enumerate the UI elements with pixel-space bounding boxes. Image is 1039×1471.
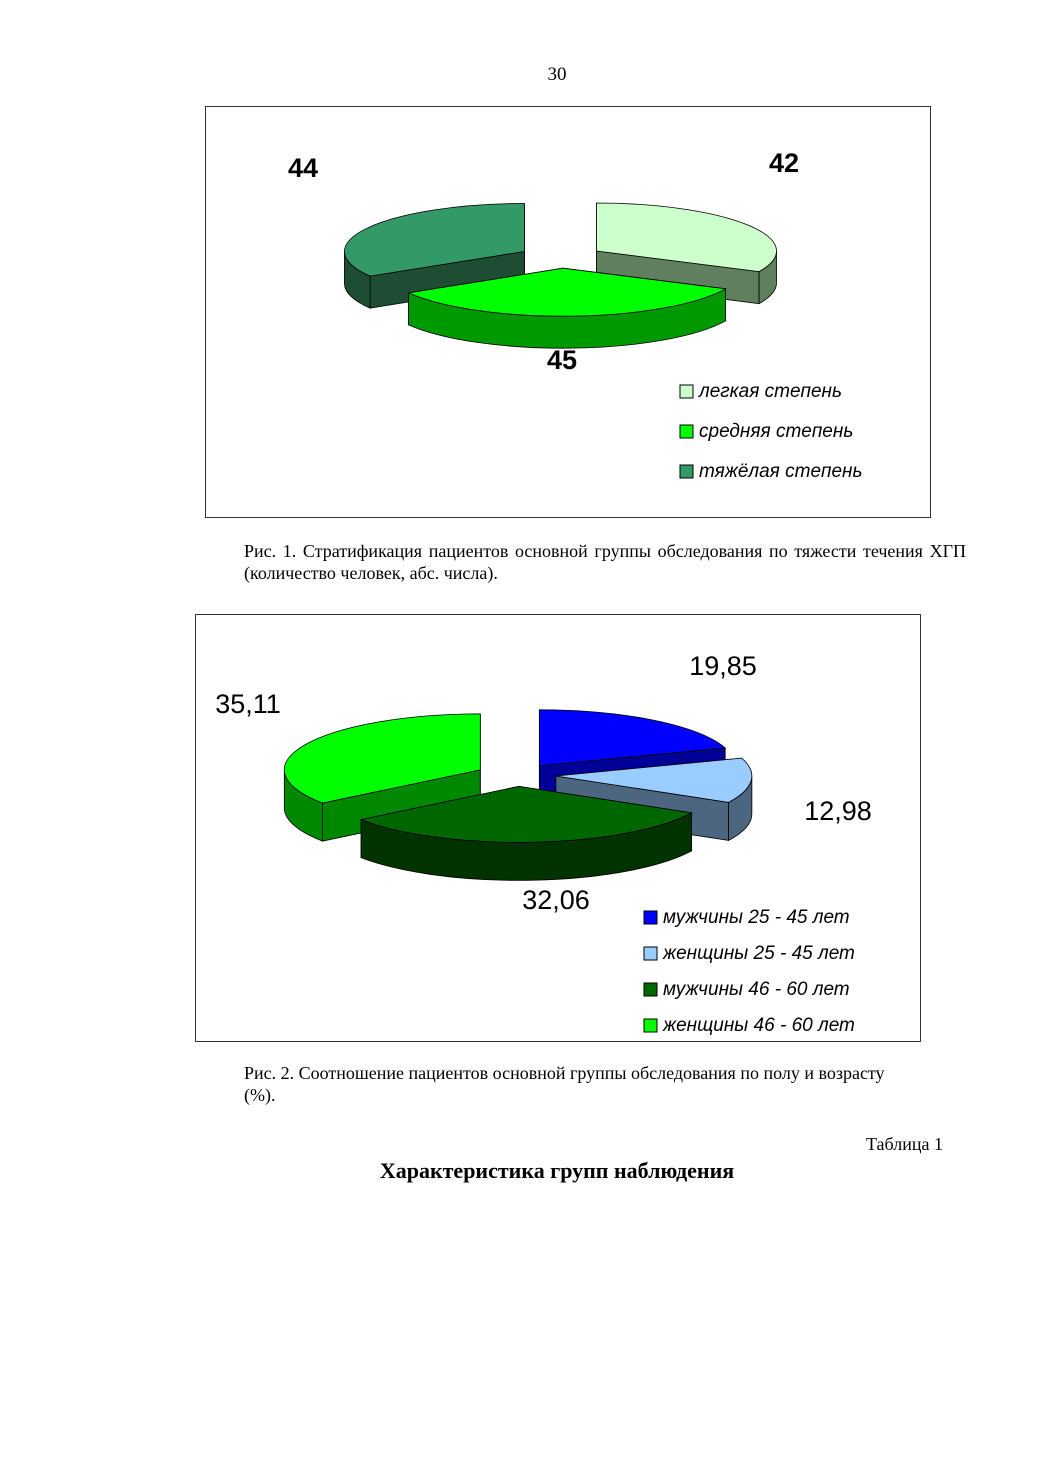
table-label: Таблица 1 [866, 1134, 943, 1154]
page-number: 30 [547, 64, 567, 85]
legend-swatch [680, 385, 693, 398]
legend-label: мужчины 46 - 60 лет [663, 979, 850, 1000]
pie-value-label: 42 [768, 148, 800, 178]
legend-swatch [680, 465, 693, 478]
figure-1-chart [205, 106, 931, 518]
legend-label: тяжёлая степень [699, 461, 863, 482]
legend-label: легкая степень [699, 381, 842, 402]
pie-value-label: 32,06 [522, 885, 590, 915]
legend-swatch [644, 1019, 657, 1032]
figure-2-caption: Рис. 2. Соотношение пациентов основной группы обследования по полу и возрасту (%). [244, 1063, 885, 1105]
table-title: Характеристика групп наблюдения [379, 1158, 735, 1183]
legend-swatch [644, 911, 657, 924]
legend-swatch [644, 947, 657, 960]
figure-2-pie-svg [196, 615, 920, 1041]
pie-value-label: 44 [287, 153, 319, 183]
legend-swatch [680, 425, 693, 438]
figure-2-chart [195, 614, 921, 1042]
legend-label: женщины 46 - 60 лет [663, 1015, 855, 1036]
legend-label: средняя степень [699, 421, 854, 442]
legend-label: мужчины 25 - 45 лет [663, 907, 850, 928]
pie-value-label: 19,85 [689, 651, 757, 681]
pie-value-label: 35,11 [215, 689, 281, 719]
legend-swatch [644, 983, 657, 996]
pie-value-label: 12,98 [804, 796, 872, 826]
figure-1-pie-svg [206, 107, 930, 517]
figure-1-caption: Рис. 1. Стратификация пациентов основной группы обследования по тяжести течения ХГП (количество человек, абс. числа). [244, 541, 966, 583]
pie-value-label: 45 [546, 345, 578, 375]
legend-label: женщины 25 - 45 лет [663, 943, 855, 964]
